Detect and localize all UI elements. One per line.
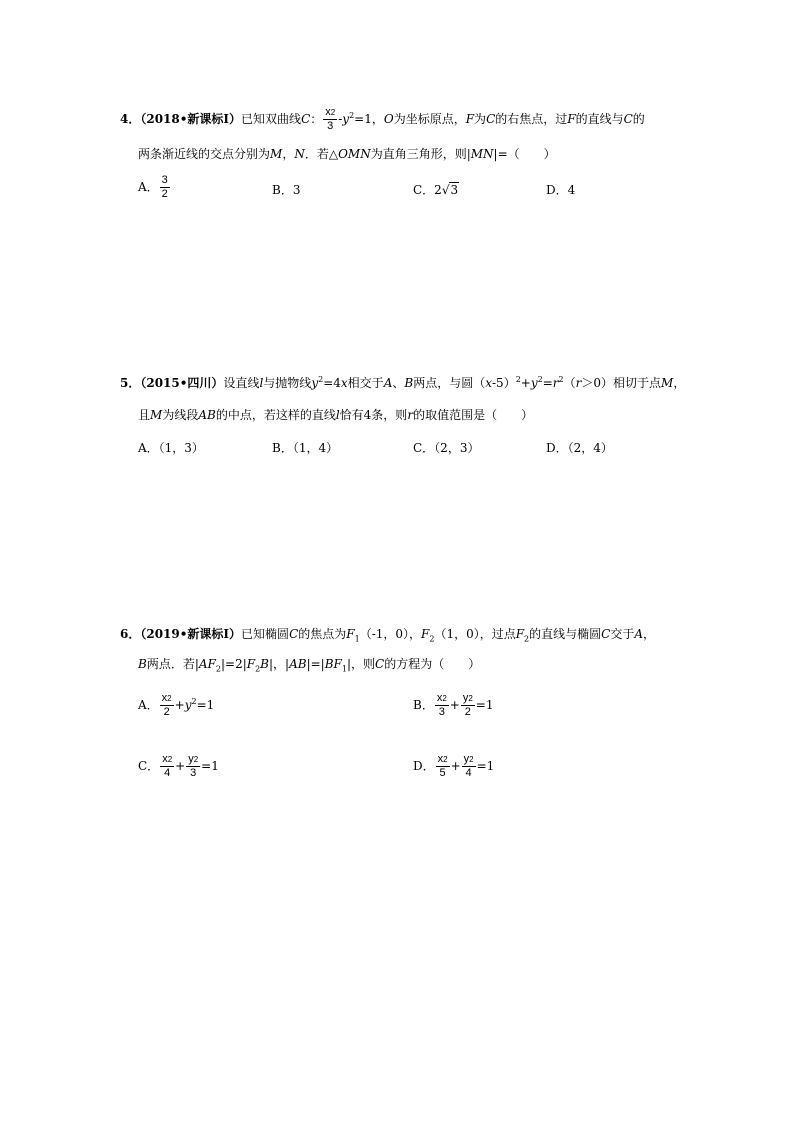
option-c[interactable]: C． $\frac{x^2}{4}$ + $\frac{y^2}{3}$ =1 <box>138 753 219 779</box>
option-b[interactable]: B．3 <box>272 183 301 197</box>
option-b[interactable]: B． $\frac{x^2}{3}$ + $\frac{y^2}{2}$ =1 <box>413 692 494 718</box>
option-d[interactable]: D． $\frac{x^2}{5}$ + $\frac{y^2}{4}$ =1 <box>413 753 495 779</box>
question-4-line-1: 4．（2018•新课标Ⅰ）已知双曲线C： $\frac{x^2}{3}$ $-y^2=1$，O为坐标原点，F为C的右焦点，过F的直线与C的 <box>120 106 645 132</box>
option-c[interactable]: C．（2，3） <box>413 441 480 455</box>
question-source: （2015•四川） <box>140 376 224 390</box>
fraction: $\frac{x^2}{3}$ <box>325 106 336 132</box>
option-b[interactable]: B．（1，4） <box>272 441 339 455</box>
question-6-line-2: B两点．若$|AF_2|=2|F_2B|$，$|AB|=|BF_1|$，则C的方程为（ ） <box>138 657 481 674</box>
question-5-line-1: 5．（2015•四川）设直线l与抛物线$y^2=4x$相交于A、B两点，与圆$(x-5)^2+y^2=r^2(r>0)$相切于点M， <box>120 375 686 390</box>
option-a[interactable]: A．（1，3） <box>138 441 204 455</box>
question-6-line-1: 6．（2019•新课标Ⅰ）已知椭圆C的焦点为$F_1(-1$，0），$F_2(1$，0），过点$F_2$的直线与椭圆C交于A， <box>120 627 656 644</box>
option-a[interactable]: A． $\frac{x^2}{2}$ $+y^2=1$ <box>138 692 215 718</box>
option-a[interactable]: A． $\frac{3}{2}$ <box>138 174 168 200</box>
option-d[interactable]: D．（2，4） <box>546 441 613 455</box>
question-source: （2019•新课标Ⅰ） <box>140 627 242 641</box>
question-source: （2018•新课标Ⅰ） <box>140 112 242 126</box>
sqrt-symbol: √3 <box>441 183 459 197</box>
question-5-line-2: 且M为线段AB的中点，若这样的直线l恰有4条，则r的取值范围是（ ） <box>138 408 534 422</box>
option-c[interactable]: C．2√3 <box>413 183 459 197</box>
question-4-line-2: 两条渐近线的交点分别为M，N．若△OMN为直角三角形，则|MN|=（ ） <box>138 147 556 161</box>
option-d[interactable]: D．4 <box>546 183 576 197</box>
